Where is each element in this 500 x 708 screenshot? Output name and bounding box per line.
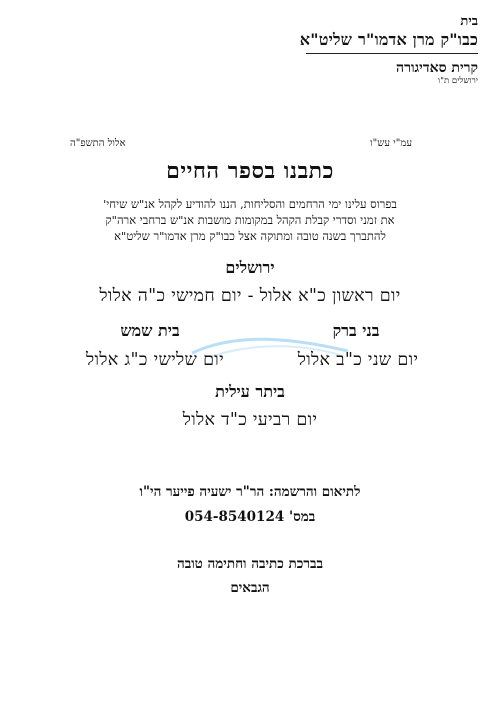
letterhead-line4: ירושלים ת"ו	[437, 76, 478, 86]
coordination-line: לתיאום והרשמה: הר"ר ישעיה פייער הי"ו	[139, 484, 361, 500]
day-beitar: יום רביעי כ"ד אלול	[182, 410, 318, 430]
letterhead-line3: קרית סאדיגורה	[396, 60, 478, 76]
closing-blessing: בברכת כתיבה וחתימה טובה	[176, 556, 324, 572]
day-beit-shemesh: יום שלישי כ"ג אלול	[86, 350, 224, 370]
intro-line: את זמני וסדרי קבלת הקהל במקומות מושבות אנ"ש ברחבי ארה"ק	[105, 213, 395, 227]
phone-label: במס'	[288, 509, 316, 525]
day-bnei-brak: יום שני כ"ב אלול	[297, 350, 419, 370]
phone-number[interactable]: 054-8540124	[184, 509, 285, 525]
city-bnei-brak: בני ברק	[332, 321, 380, 340]
intro-line: בפרוס עלינו ימי הרחמים והסליחות, הננו להודיע לקהל אנ"ש שיחי'	[103, 197, 397, 211]
date-left: אלול התשפ"ה	[70, 138, 126, 149]
intro-paragraph	[40, 196, 460, 244]
city-beit-shemesh: בית שמש	[120, 321, 180, 340]
phone-line	[0, 509, 500, 525]
signature: הגבאים	[230, 580, 270, 596]
day-jerusalem: יום ראשון כ"א אלול - יום חמישי כ"ה אלול	[99, 286, 401, 306]
city-jerusalem: ירושלים	[225, 258, 275, 277]
letterhead-divider	[306, 53, 478, 54]
page-title: כתבנו בספר החיים	[166, 158, 334, 184]
city-beitar: ביתר עילית	[215, 382, 285, 401]
letterhead-line1: בית	[460, 14, 478, 29]
letterhead	[278, 14, 478, 87]
intro-line: להתברך בשנה טובה ומתוקה אצל כבו"ק מרן אדמו"ר שליט"א	[114, 229, 386, 243]
letterhead-line2: כבו"ק מרן אדמו"ר שליט"א	[299, 30, 478, 49]
date-right: עמ"י עש"ו	[370, 138, 412, 149]
